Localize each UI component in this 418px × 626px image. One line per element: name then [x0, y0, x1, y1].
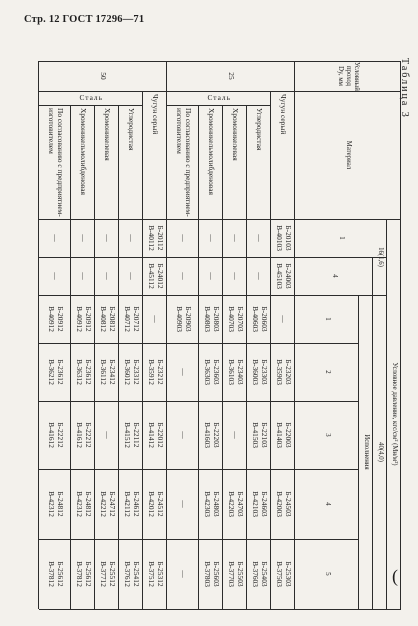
code-cell — [119, 539, 143, 609]
code-value: В-40712 — [123, 306, 132, 332]
code-cell: — — [127, 272, 137, 280]
material-cell: Углеродистая — [255, 108, 265, 151]
code-value: В-41503 — [251, 422, 260, 448]
code-cell — [167, 295, 199, 343]
code-value: В-42012 — [147, 491, 156, 517]
code-value: Б-20103 — [283, 225, 293, 251]
code-cell: — — [279, 315, 289, 323]
material-cell: Чугун серый — [151, 94, 161, 135]
passage-value: 50 — [99, 72, 109, 80]
code-cell: — — [179, 272, 189, 280]
grid-line — [166, 61, 167, 609]
code-value: Б-25412 — [131, 561, 141, 587]
code-cell — [95, 539, 119, 609]
code-value: Б-20803 — [211, 306, 221, 332]
code-cell — [271, 469, 295, 539]
code-value: В-37812 — [75, 561, 84, 587]
header-num: 5 — [323, 572, 331, 576]
edge-mark: ( — [392, 566, 398, 586]
code-cell: — — [179, 500, 189, 508]
code-cell — [199, 401, 223, 469]
code-cell — [119, 469, 143, 539]
code-value: Б-23603 — [211, 359, 221, 385]
header-p40: 40(4,0) — [376, 442, 384, 462]
grid-line — [246, 105, 247, 609]
code-value: В-36012 — [123, 359, 132, 385]
code-cell: — — [103, 431, 113, 439]
code-value: В-40912 — [75, 306, 84, 332]
code-cell — [95, 343, 119, 401]
code-value: В-42303 — [203, 491, 212, 517]
code-cell — [199, 343, 223, 401]
code-value: В-42312 — [75, 491, 84, 517]
code-value: В-45112 — [147, 263, 156, 289]
material-cell: Углеродистая — [127, 108, 137, 151]
code-cell — [247, 401, 271, 469]
code-cell — [71, 343, 95, 401]
code-value: Б-20903 — [183, 306, 193, 332]
grid-line — [39, 401, 359, 402]
code-cell — [39, 295, 71, 343]
grid-line — [39, 105, 143, 106]
header-p16: 16(1,6) — [376, 247, 384, 267]
code-cell: — — [231, 431, 241, 439]
code-cell — [71, 295, 95, 343]
code-cell — [119, 401, 143, 469]
code-value: Б-22212 — [55, 422, 65, 448]
code-value: В-40103 — [275, 225, 284, 251]
code-cell — [143, 401, 167, 469]
code-value: Б-20703 — [235, 306, 245, 332]
code-cell — [143, 219, 167, 257]
grid-line — [39, 295, 387, 296]
header-num: 2 — [323, 370, 331, 374]
code-cell — [95, 469, 119, 539]
code-value: В-36112 — [99, 359, 108, 385]
code-value: В-36212 — [47, 359, 56, 385]
table-label: Таблица 3 — [399, 58, 410, 119]
code-value: Б-22112 — [131, 422, 141, 448]
header-execution: Исполнения — [362, 434, 370, 470]
header-pressure: Условное давление, кгс/см² (Мн/м²) — [390, 362, 398, 466]
grid-line — [39, 343, 359, 344]
code-value: Б-23203 — [283, 359, 293, 385]
grid-line — [400, 61, 401, 609]
code-value: В-36103 — [227, 359, 236, 385]
code-value: В-40912 — [47, 306, 56, 332]
material-cell: Хромоникельмолибденовая — [79, 108, 89, 195]
code-value: Б-25303 — [283, 561, 293, 587]
code-value: Б-24703 — [235, 491, 245, 517]
code-value: Б-22203 — [211, 422, 221, 448]
code-value: В-45103 — [275, 263, 284, 289]
code-value: Б-22012 — [155, 422, 165, 448]
grid-line — [94, 105, 95, 609]
code-cell — [199, 469, 223, 539]
code-value: Б-25403 — [259, 561, 269, 587]
steel-label: Сталь — [79, 92, 103, 102]
code-value: Б-24612 — [131, 491, 141, 517]
code-value: В-42312 — [47, 491, 56, 517]
grid-line — [222, 105, 223, 609]
code-value: Б-24003 — [283, 263, 293, 289]
code-value: В-40112 — [147, 225, 156, 251]
grid-line — [167, 105, 271, 106]
code-cell — [223, 469, 247, 539]
code-cell: — — [51, 234, 61, 242]
code-cell — [39, 343, 71, 401]
code-value: В-36312 — [75, 359, 84, 385]
code-cell — [223, 343, 247, 401]
code-value: В-37503 — [275, 561, 284, 587]
grid-line — [198, 105, 199, 609]
code-cell — [71, 401, 95, 469]
code-cell — [143, 257, 167, 295]
header-num: 4 — [323, 502, 331, 506]
grid-line — [39, 91, 401, 92]
code-cell: — — [51, 272, 61, 280]
code-value: Б-20912 — [83, 306, 93, 332]
grid-line — [39, 609, 401, 610]
code-value: В-42103 — [251, 491, 260, 517]
code-value: Б-20812 — [107, 306, 117, 332]
code-value: В-35912 — [147, 359, 156, 385]
code-value: Б-24812 — [83, 491, 93, 517]
code-cell: — — [255, 234, 265, 242]
grid-line — [39, 61, 401, 62]
header-material: Материал — [344, 140, 352, 170]
code-cell — [271, 343, 295, 401]
code-cell: — — [231, 272, 241, 280]
page-header: Стр. 12 ГОСТ 17296—71 — [24, 14, 145, 25]
code-cell: — — [79, 234, 89, 242]
code-value: Б-20712 — [131, 306, 141, 332]
grid-line — [118, 105, 119, 609]
code-cell: — — [151, 315, 161, 323]
code-cell — [271, 219, 295, 257]
code-cell — [247, 469, 271, 539]
code-cell — [71, 539, 95, 609]
code-value: В-40803 — [203, 306, 212, 332]
code-cell: — — [103, 234, 113, 242]
code-value: Б-22003 — [283, 422, 293, 448]
grid-line — [39, 539, 359, 540]
code-cell: — — [231, 234, 241, 242]
code-value: В-37612 — [123, 561, 132, 587]
code-cell — [199, 295, 223, 343]
code-value: Б-25312 — [155, 561, 165, 587]
code-cell: — — [179, 431, 189, 439]
code-value: Б-23412 — [107, 359, 117, 385]
code-cell — [39, 401, 71, 469]
code-value: Б-20603 — [259, 306, 269, 332]
grid-line — [270, 91, 271, 609]
code-value: В-35903 — [275, 359, 284, 385]
code-value: В-37512 — [147, 561, 156, 587]
code-cell: — — [79, 272, 89, 280]
code-value: В-40812 — [99, 306, 108, 332]
code-value: В-40903 — [175, 306, 184, 332]
code-value: Б-24803 — [211, 491, 221, 517]
grid-line — [39, 257, 387, 258]
code-value: В-40603 — [251, 306, 260, 332]
grid-line — [142, 91, 143, 609]
code-value: В-40703 — [227, 306, 236, 332]
code-value: Б-23612 — [83, 359, 93, 385]
code-cell: — — [207, 234, 217, 242]
material-cell: Хромоникельмолибденовая — [207, 108, 217, 195]
code-cell — [223, 295, 247, 343]
code-cell: — — [179, 234, 189, 242]
material-cell: Чугун серый — [279, 94, 289, 135]
code-value: Б-22103 — [259, 422, 269, 448]
code-cell — [247, 343, 271, 401]
code-value: В-41403 — [275, 422, 284, 448]
code-value: В-37703 — [227, 561, 236, 587]
rotated-table — [39, 61, 401, 609]
code-value: Б-20112 — [155, 225, 165, 251]
code-cell: — — [207, 272, 217, 280]
material-cell: Хромоникелевая — [103, 108, 113, 161]
code-value: Б-23303 — [259, 359, 269, 385]
material-cell: По согласованию с предприятием-изготовителем — [175, 108, 193, 217]
code-value: Б-24512 — [155, 491, 165, 517]
code-value: Б-24812 — [55, 491, 65, 517]
code-cell — [247, 539, 271, 609]
code-value: В-36003 — [251, 359, 260, 385]
code-value: В-36303 — [203, 359, 212, 385]
code-cell — [247, 295, 271, 343]
code-cell — [143, 539, 167, 609]
code-value: В-37812 — [47, 561, 56, 587]
code-value: Б-25612 — [83, 561, 93, 587]
grid-line — [294, 61, 295, 609]
code-cell: — — [179, 570, 189, 578]
code-value: Б-24503 — [283, 491, 293, 517]
code-value: Б-23403 — [235, 359, 245, 385]
code-value: В-41612 — [47, 422, 56, 448]
code-cell: — — [179, 368, 189, 376]
code-cell — [119, 343, 143, 401]
code-cell — [143, 343, 167, 401]
steel-label: Сталь — [207, 92, 231, 102]
code-cell: — — [103, 272, 113, 280]
code-value: В-42203 — [227, 491, 236, 517]
material-cell: По согласованию с предприятием-изготовителем — [47, 108, 65, 217]
code-value: В-37603 — [251, 561, 260, 587]
code-cell — [39, 469, 71, 539]
code-cell: — — [255, 272, 265, 280]
code-value: Б-20912 — [55, 306, 65, 332]
code-cell — [95, 295, 119, 343]
code-value: Б-25503 — [235, 561, 245, 587]
grid-line — [70, 105, 71, 609]
code-value: В-41512 — [123, 422, 132, 448]
material-cell: Хромоникелевая — [231, 108, 241, 161]
code-value: Б-25612 — [55, 561, 65, 587]
code-value: Б-24012 — [155, 263, 165, 289]
code-value: В-42003 — [275, 491, 284, 517]
header-num: 4 — [330, 274, 338, 278]
code-cell — [71, 469, 95, 539]
header-num: 3 — [323, 433, 331, 437]
code-cell — [39, 539, 71, 609]
code-value: В-37712 — [99, 561, 108, 587]
code-value: Б-24603 — [259, 491, 269, 517]
code-cell — [271, 539, 295, 609]
grid-line — [386, 219, 387, 609]
grid-line — [39, 469, 359, 470]
header-num: 1 — [323, 317, 331, 321]
grid-line — [372, 257, 373, 295]
code-cell — [223, 539, 247, 609]
code-cell — [119, 295, 143, 343]
grid-line — [372, 295, 373, 609]
code-cell — [143, 469, 167, 539]
header-num: 1 — [337, 236, 345, 240]
code-value: Б-25603 — [211, 561, 221, 587]
code-value: В-42112 — [123, 491, 132, 517]
code-cell — [271, 401, 295, 469]
code-value: Б-23212 — [155, 359, 165, 385]
code-value: Б-24712 — [107, 491, 117, 517]
code-value: В-42212 — [99, 491, 108, 517]
code-value: Б-25512 — [107, 561, 117, 587]
code-value: Б-23312 — [131, 359, 141, 385]
code-value: В-41412 — [147, 422, 156, 448]
code-value: Б-23612 — [55, 359, 65, 385]
grid-line — [38, 61, 39, 609]
header-passage: Условный проход Dy, мм — [337, 62, 360, 91]
code-cell — [199, 539, 223, 609]
code-cell: — — [127, 234, 137, 242]
passage-value: 25 — [227, 72, 237, 80]
code-value: В-41603 — [203, 422, 212, 448]
code-value: В-41612 — [75, 422, 84, 448]
code-cell — [271, 257, 295, 295]
code-value: В-37803 — [203, 561, 212, 587]
code-value: Б-22212 — [83, 422, 93, 448]
